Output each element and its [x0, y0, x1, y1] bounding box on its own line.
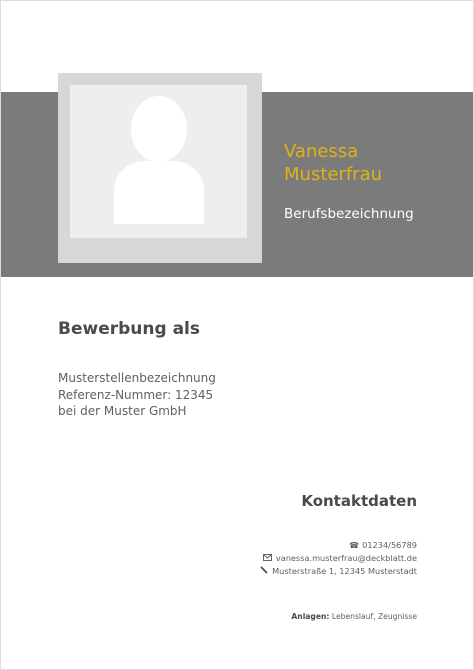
attachments-label: Anlagen:: [291, 612, 330, 621]
application-heading: Bewerbung als: [58, 319, 200, 339]
company-name: bei der Muster GmbH: [58, 404, 187, 418]
position-details: [58, 370, 216, 420]
reference-number: Referenz-Nummer: 12345: [58, 387, 214, 402]
contact-email-row: [259, 552, 417, 565]
contact-address: Musterstraße 1, 12345 Musterstadt: [272, 566, 417, 576]
envelope-icon: [263, 552, 273, 565]
applicant-profession: Berufsbezeichnung: [284, 206, 414, 222]
applicant-name: [284, 140, 382, 186]
phone-icon: ☎: [349, 541, 360, 550]
pencil-icon: [259, 565, 269, 578]
contact-email: vanessa.musterfrau@deckblatt.de: [275, 553, 417, 563]
applicant-last-name: Musterfrau: [284, 164, 383, 185]
profile-photo-placeholder: [70, 85, 247, 238]
contact-phone-row: [259, 539, 417, 552]
contact-phone: 01234/56789: [362, 540, 417, 550]
contact-details: [259, 539, 417, 578]
contact-address-row: [259, 565, 417, 578]
avatar-body-shape: [114, 161, 204, 224]
attachments-items: Lebenslauf, Zeugnisse: [331, 612, 417, 621]
contact-heading: Kontaktdaten: [301, 492, 417, 510]
attachments-line: [291, 612, 417, 621]
applicant-first-name: Vanessa: [284, 141, 359, 162]
avatar-head-shape: [131, 96, 187, 162]
position-title: Musterstellenbezeichnung: [58, 371, 216, 385]
profile-photo-frame: [58, 73, 262, 263]
